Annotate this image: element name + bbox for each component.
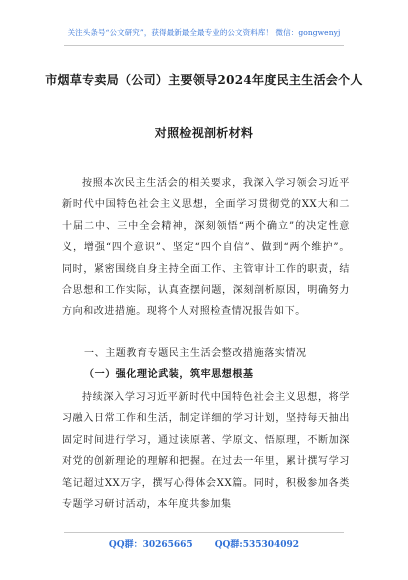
intro-paragraph: 按照本次民主生活会的相关要求，我深入学习领会习近平新时代中国特色社会主义思想，全面学习贯彻党的XX大和二十届二中、三中全会精神，深刻领悟“两个确立”的决定性意义，增强“四个意识”、坚定“四个自信”、做到“两个维护”。同时，紧密围绕自身主持全面工作、主管审计工作的职责，结合思想和工作实际，认真查摆问题，深刻剖析原因，明确努力方向和改进措施。现将个人对照检查情况报告如下。 [62, 178, 350, 318]
footer-qq-group-2: QQ群:535304092 [214, 540, 300, 550]
footer-contact [0, 537, 408, 550]
body-paragraph-2: 持续深入学习习近平新时代中国特色社会主义思想，将学习融入日常工作和生活，制定详细的学习计划，坚持每天抽出固定时间进行学习，通过读原著、学原文、悟原理，不断加深对党的创新理论的理解和把握。在过去一年里，累计撰写学习笔记超过XX万字，撰写心得体会XX篇。同时，积极参加各类专题学习研讨活动，本年度共参加集 [62, 392, 350, 511]
document-title-line-2: 对照检视剖析材料 [154, 126, 254, 140]
header-divider [64, 45, 344, 46]
footer-qq-group-1: QQ群：30265665 [108, 540, 193, 550]
promo-banner: 关注头条号“公文研究”，获得最新最全最专业的公文资料库！ 微信：gongwenyj [67, 28, 341, 37]
document-title-line-1: 市烟草专卖局（公司）主要领导2024年度民主生活会个人 [45, 73, 363, 87]
subsection-heading-1: （一）强化理论武装，筑牢思想根基 [84, 369, 254, 380]
section-heading-1: 一、主题教育专题民主生活会整改措施落实情况 [84, 348, 307, 359]
footer-divider [64, 532, 344, 533]
